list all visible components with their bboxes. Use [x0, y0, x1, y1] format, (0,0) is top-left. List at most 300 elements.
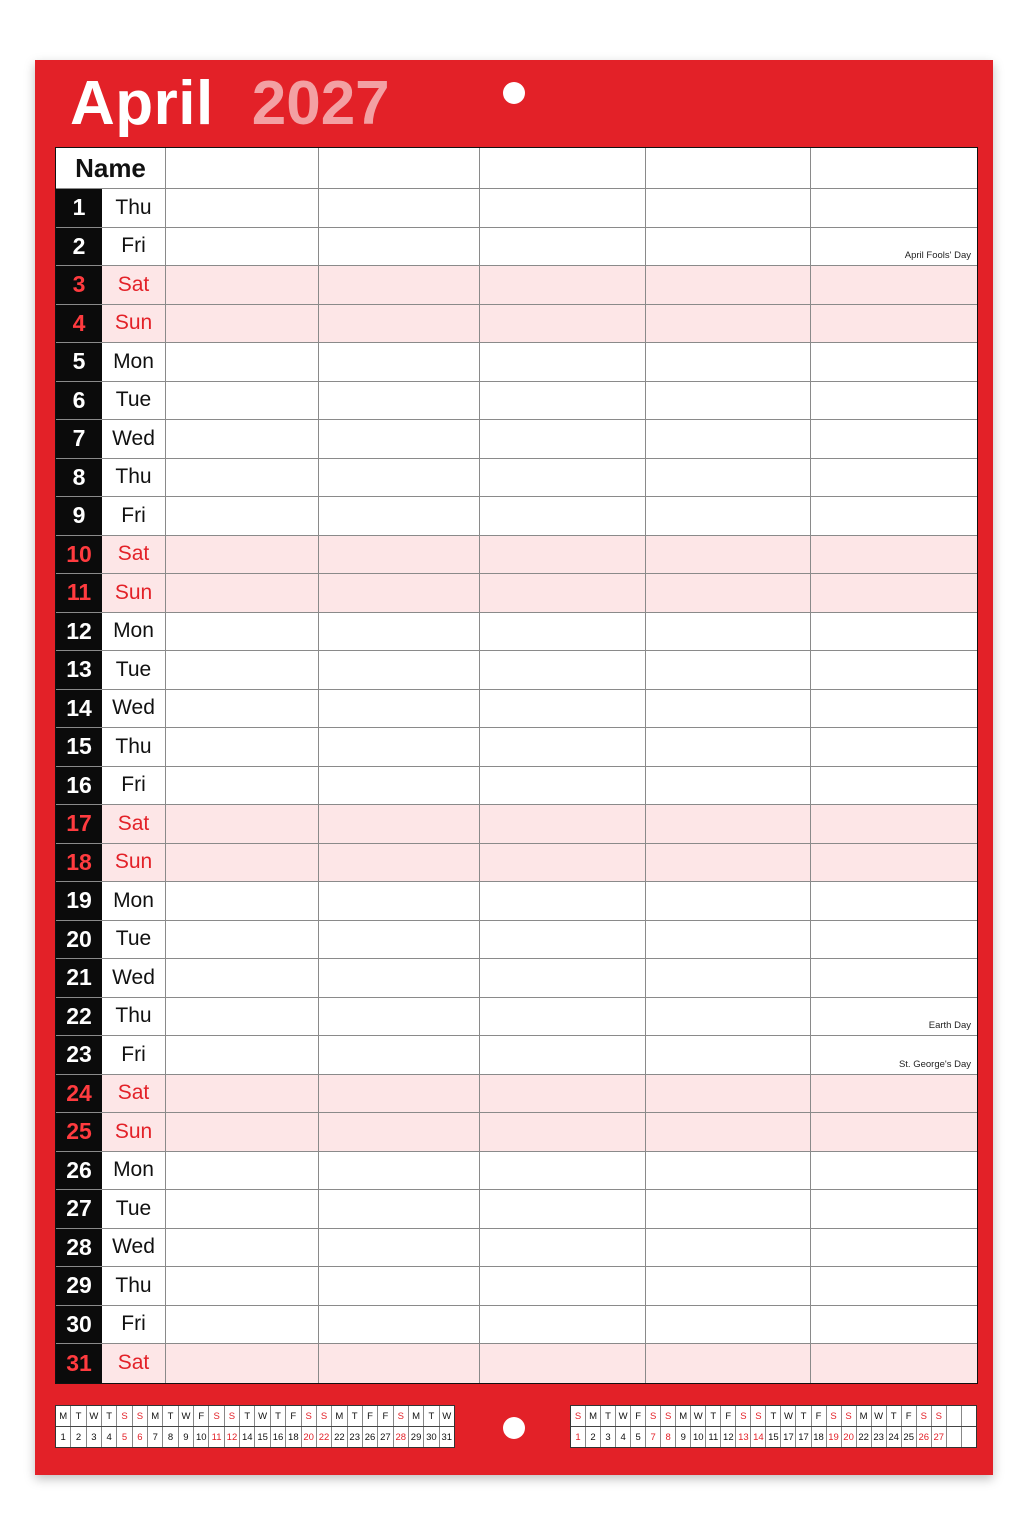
mini-date-number: 27 [932, 1427, 947, 1447]
entry-cell[interactable] [319, 921, 480, 959]
day-of-week: Mon [102, 882, 166, 920]
day-of-week: Sun [102, 305, 166, 343]
mini-weekday-letter: M [857, 1406, 872, 1426]
mini-date-number: 5 [631, 1427, 646, 1447]
entry-cell[interactable] [319, 1306, 480, 1344]
entry-cell[interactable] [319, 613, 480, 651]
entry-cell[interactable] [480, 728, 646, 766]
mini-weekday-letter: W [616, 1406, 631, 1426]
day-number: 17 [56, 805, 102, 843]
entry-cell[interactable] [319, 882, 480, 920]
day-of-week: Sat [102, 1075, 166, 1113]
entry-cell[interactable] [646, 844, 811, 882]
mini-weekday-letter: T [71, 1406, 86, 1426]
entry-cell[interactable] [646, 382, 811, 420]
holiday-note: St. George's Day [898, 1058, 971, 1070]
entry-cell[interactable] [646, 882, 811, 920]
entry-cell[interactable] [646, 690, 811, 728]
entry-cell[interactable] [319, 1267, 480, 1305]
day-row [56, 1190, 977, 1229]
entry-cell[interactable] [480, 1152, 646, 1190]
mini-weekday-letter: M [676, 1406, 691, 1426]
entry-cell[interactable] [811, 1190, 977, 1228]
entry-cell[interactable] [646, 1190, 811, 1228]
entry-cell[interactable] [319, 305, 480, 343]
mini-weekday-letter: S [827, 1406, 842, 1426]
entry-cell[interactable] [319, 1152, 480, 1190]
entry-cell[interactable] [811, 805, 977, 843]
day-of-week: Wed [102, 1229, 166, 1267]
mini-date-number: 10 [691, 1427, 706, 1447]
entry-cell[interactable] [480, 690, 646, 728]
day-of-week: Sat [102, 805, 166, 843]
day-number: 20 [56, 921, 102, 959]
entry-cell[interactable] [166, 1344, 319, 1383]
day-number: 29 [56, 1267, 102, 1305]
mini-date-number: 17 [781, 1427, 796, 1447]
entry-cell[interactable] [646, 228, 811, 266]
entry-cell[interactable] [319, 420, 480, 458]
mini-weekday-letter: S [317, 1406, 332, 1426]
mini-date-number: 9 [676, 1427, 691, 1447]
entry-cell[interactable] [319, 497, 480, 535]
entry-cell[interactable] [646, 1267, 811, 1305]
entry-cell[interactable] [166, 767, 319, 805]
mini-date-number: 22 [317, 1427, 332, 1447]
day-of-week: Tue [102, 651, 166, 689]
mini-date-number: 14 [240, 1427, 255, 1447]
entry-cell[interactable] [166, 805, 319, 843]
entry-cell[interactable] [646, 189, 811, 227]
day-of-week: Thu [102, 728, 166, 766]
entry-cell[interactable] [166, 1190, 319, 1228]
entry-cell[interactable] [646, 767, 811, 805]
day-row [56, 613, 977, 652]
day-row [56, 882, 977, 921]
entry-cell[interactable] [811, 382, 977, 420]
day-number: 24 [56, 1075, 102, 1113]
entry-cell[interactable] [646, 1075, 811, 1113]
mini-weekday-letter: M [409, 1406, 424, 1426]
entry-cell[interactable] [319, 574, 480, 612]
day-row [56, 1152, 977, 1191]
mini-weekday-letter: T [240, 1406, 255, 1426]
entry-cell[interactable] [646, 613, 811, 651]
mini-weekday-letter: T [766, 1406, 781, 1426]
mini-date-number: 6 [133, 1427, 148, 1447]
day-of-week: Mon [102, 343, 166, 381]
entry-cell[interactable] [811, 266, 977, 304]
entry-cell[interactable] [166, 998, 319, 1036]
entry-cell[interactable] [811, 574, 977, 612]
entry-cell[interactable] [646, 1152, 811, 1190]
entry-cell[interactable] [480, 1075, 646, 1113]
entry-cell[interactable] [319, 536, 480, 574]
day-row [56, 266, 977, 305]
entry-cell[interactable] [166, 1152, 319, 1190]
entry-cell[interactable] [811, 305, 977, 343]
entry-cell[interactable] [480, 921, 646, 959]
entry-cell[interactable] [166, 651, 319, 689]
entry-cell[interactable] [646, 459, 811, 497]
mini-weekday-letter: M [56, 1406, 71, 1426]
entry-cell[interactable] [480, 574, 646, 612]
name-cell[interactable] [811, 148, 977, 188]
entry-cell[interactable] [811, 728, 977, 766]
entry-cell[interactable] [646, 921, 811, 959]
entry-cell[interactable] [166, 420, 319, 458]
mini-weekday-letter: T [163, 1406, 178, 1426]
mini-weekday-letter: W [691, 1406, 706, 1426]
entry-cell[interactable] [319, 1190, 480, 1228]
entry-cell[interactable] [319, 189, 480, 227]
mini-date-number: 10 [194, 1427, 209, 1447]
entry-cell[interactable] [319, 690, 480, 728]
entry-cell[interactable] [811, 1267, 977, 1305]
mini-date-number: 15 [255, 1427, 270, 1447]
name-cell[interactable] [480, 148, 646, 188]
entry-cell[interactable] [319, 382, 480, 420]
day-row [56, 1306, 977, 1345]
day-row [56, 690, 977, 729]
entry-cell[interactable] [811, 1036, 977, 1074]
entry-cell[interactable] [480, 382, 646, 420]
entry-cell[interactable] [811, 959, 977, 997]
day-number: 27 [56, 1190, 102, 1228]
mini-date-number: 5 [117, 1427, 132, 1447]
day-number: 30 [56, 1306, 102, 1344]
entry-cell[interactable] [646, 1344, 811, 1383]
entry-cell[interactable] [166, 690, 319, 728]
entry-cell[interactable] [480, 459, 646, 497]
calendar-title [70, 68, 390, 140]
entry-cell[interactable] [319, 228, 480, 266]
mini-date-number [962, 1427, 976, 1447]
entry-cell[interactable] [166, 536, 319, 574]
day-of-week: Thu [102, 189, 166, 227]
entry-cell[interactable] [480, 1306, 646, 1344]
day-number: 14 [56, 690, 102, 728]
mini-weekday-letter: M [332, 1406, 347, 1426]
day-number: 25 [56, 1113, 102, 1151]
day-of-week: Tue [102, 1190, 166, 1228]
entry-cell[interactable] [166, 1306, 319, 1344]
day-row [56, 1075, 977, 1114]
mini-weekday-letter: W [179, 1406, 194, 1426]
entry-cell[interactable] [319, 728, 480, 766]
entry-cell[interactable] [646, 805, 811, 843]
entry-cell[interactable] [480, 767, 646, 805]
entry-cell[interactable] [166, 1113, 319, 1151]
entry-cell[interactable] [811, 536, 977, 574]
day-number: 5 [56, 343, 102, 381]
entry-cell[interactable] [480, 1229, 646, 1267]
day-row [56, 959, 977, 998]
mini-weekday-letter: S [225, 1406, 240, 1426]
entry-cell[interactable] [166, 266, 319, 304]
day-number: 8 [56, 459, 102, 497]
mini-weekday-letter: S [133, 1406, 148, 1426]
entry-cell[interactable] [166, 343, 319, 381]
mini-weekday-letter: W [442, 1410, 452, 1422]
mini-weekday-letter: S [394, 1406, 409, 1426]
entry-cell[interactable] [166, 921, 319, 959]
day-row [56, 1036, 977, 1075]
entry-cell[interactable] [319, 459, 480, 497]
entry-cell[interactable] [319, 1344, 480, 1383]
day-number: 15 [56, 728, 102, 766]
mini-weekday-letter: S [646, 1406, 661, 1426]
entry-cell[interactable] [166, 189, 319, 227]
entry-cell[interactable] [480, 651, 646, 689]
day-of-week: Fri [102, 497, 166, 535]
entry-cell[interactable] [480, 343, 646, 381]
mini-weekday-letter: T [271, 1406, 286, 1426]
entry-cell[interactable] [319, 651, 480, 689]
day-row [56, 228, 977, 267]
mini-date-number: 1 [571, 1427, 586, 1447]
entry-cell[interactable] [319, 266, 480, 304]
entry-cell[interactable] [319, 1036, 480, 1074]
mini-weekday-letter: T [102, 1406, 117, 1426]
entry-cell[interactable] [166, 882, 319, 920]
mini-date-number: 7 [148, 1427, 163, 1447]
entry-cell[interactable] [319, 1229, 480, 1267]
entry-cell[interactable] [811, 1075, 977, 1113]
entry-cell[interactable] [480, 1267, 646, 1305]
mini-date-number: 11 [706, 1427, 721, 1447]
entry-cell[interactable] [480, 998, 646, 1036]
mini-date-number: 27 [378, 1427, 393, 1447]
mini-weekday-letter: S [842, 1406, 857, 1426]
entry-cell[interactable] [811, 651, 977, 689]
entry-cell[interactable] [319, 998, 480, 1036]
mini-weekday-letter: W [255, 1406, 270, 1426]
day-row [56, 536, 977, 575]
mini-date-number: 9 [179, 1427, 194, 1447]
entry-cell[interactable] [166, 1036, 319, 1074]
entry-cell[interactable] [811, 1344, 977, 1383]
entry-cell[interactable] [646, 1036, 811, 1074]
mini-weekday-letter: T [601, 1406, 616, 1426]
day-of-week: Thu [102, 1267, 166, 1305]
day-row [56, 844, 977, 883]
mini-weekday-letter: F [902, 1406, 917, 1426]
mini-weekday-letter: S [571, 1406, 586, 1426]
entry-cell[interactable] [811, 921, 977, 959]
mini-weekday-letter: F [194, 1406, 209, 1426]
entry-cell[interactable] [166, 959, 319, 997]
mini-date-number [947, 1427, 962, 1447]
day-row [56, 651, 977, 690]
entry-cell[interactable] [480, 959, 646, 997]
mini-date-number: 22 [332, 1427, 347, 1447]
entry-cell[interactable] [319, 1113, 480, 1151]
entry-cell[interactable] [480, 1113, 646, 1151]
entry-cell[interactable] [646, 536, 811, 574]
day-of-week: Sat [102, 266, 166, 304]
mini-date-number: 19 [827, 1427, 842, 1447]
day-number: 3 [56, 266, 102, 304]
day-row [56, 382, 977, 421]
entry-cell[interactable] [166, 728, 319, 766]
entry-cell[interactable] [646, 1113, 811, 1151]
mini-weekday-letter: F [812, 1406, 827, 1426]
entry-cell[interactable] [811, 497, 977, 535]
mini-date-number: 18 [812, 1427, 827, 1447]
entry-cell[interactable] [319, 959, 480, 997]
entry-cell[interactable] [811, 1306, 977, 1344]
day-row [56, 1113, 977, 1152]
mini-weekday-letter: W [87, 1406, 102, 1426]
entry-cell[interactable] [646, 305, 811, 343]
name-cell[interactable] [166, 148, 319, 188]
entry-cell[interactable] [811, 189, 977, 227]
entry-cell[interactable] [166, 1229, 319, 1267]
day-number: 6 [56, 382, 102, 420]
entry-cell[interactable] [166, 305, 319, 343]
entry-cell[interactable] [646, 266, 811, 304]
entry-cell[interactable] [166, 382, 319, 420]
entry-cell[interactable] [811, 1229, 977, 1267]
entry-cell[interactable] [646, 1229, 811, 1267]
mini-date-number: 28 [394, 1427, 409, 1447]
mini-weekday-letter: S [917, 1406, 932, 1426]
entry-cell[interactable] [811, 1113, 977, 1151]
entry-cell[interactable] [166, 1267, 319, 1305]
mini-weekday-letter: T [887, 1406, 902, 1426]
entry-cell[interactable] [480, 536, 646, 574]
entry-cell[interactable] [480, 1036, 646, 1074]
day-number: 19 [56, 882, 102, 920]
header-row [56, 148, 977, 189]
entry-cell[interactable] [166, 1075, 319, 1113]
day-of-week: Fri [102, 228, 166, 266]
entry-cell[interactable] [166, 228, 319, 266]
entry-cell[interactable] [480, 844, 646, 882]
entry-cell[interactable] [319, 844, 480, 882]
entry-cell[interactable] [811, 459, 977, 497]
entry-cell[interactable] [480, 228, 646, 266]
entry-cell[interactable] [480, 189, 646, 227]
day-of-week: Mon [102, 1152, 166, 1190]
entry-cell[interactable] [166, 844, 319, 882]
entry-cell[interactable] [646, 998, 811, 1036]
mini-date-number: 15 [766, 1427, 781, 1447]
mini-weekday-letter: W [781, 1406, 796, 1426]
entry-cell[interactable] [646, 959, 811, 997]
mini-weekday-letter: S [117, 1406, 132, 1426]
mini-numbers-row [56, 1426, 454, 1447]
entry-cell[interactable] [480, 420, 646, 458]
entry-cell[interactable] [811, 228, 977, 266]
entry-cell[interactable] [646, 574, 811, 612]
day-row [56, 921, 977, 960]
entry-cell[interactable] [319, 343, 480, 381]
name-cell[interactable] [646, 148, 811, 188]
entry-cell[interactable] [811, 343, 977, 381]
day-of-week: Wed [102, 959, 166, 997]
entry-cell[interactable] [480, 1190, 646, 1228]
mini-weekday-letter: F [631, 1406, 646, 1426]
day-number: 16 [56, 767, 102, 805]
mini-date-number: 4 [616, 1427, 631, 1447]
holiday-note: Earth Day [928, 1020, 971, 1031]
entry-cell[interactable] [811, 420, 977, 458]
mini-date-number: 30 [424, 1427, 439, 1447]
entry-cell[interactable] [646, 728, 811, 766]
year-label: 2027 [251, 69, 390, 138]
entry-cell[interactable] [811, 1152, 977, 1190]
mini-date-number: 12 [225, 1427, 240, 1447]
entry-cell[interactable] [811, 767, 977, 805]
entry-cell[interactable] [166, 613, 319, 651]
day-row [56, 1344, 977, 1383]
day-number: 4 [56, 305, 102, 343]
entry-cell[interactable] [319, 767, 480, 805]
name-cell[interactable] [319, 148, 480, 188]
entry-cell[interactable] [319, 805, 480, 843]
entry-cell[interactable] [646, 1306, 811, 1344]
mini-date-number: 17 [796, 1427, 811, 1447]
mini-weekday-letter: T [348, 1406, 363, 1426]
day-of-week: Fri [102, 767, 166, 805]
day-row [56, 1229, 977, 1268]
mini-weekday-letter: T [424, 1406, 439, 1426]
mini-weekday-letter: T [796, 1406, 811, 1426]
entry-cell[interactable] [646, 420, 811, 458]
day-row [56, 189, 977, 228]
mini-date-number: 14 [751, 1427, 766, 1447]
entry-cell[interactable] [319, 1075, 480, 1113]
mini-date-number: 29 [409, 1427, 424, 1447]
entry-cell[interactable] [811, 613, 977, 651]
entry-cell[interactable] [166, 574, 319, 612]
mini-weekday-letter: F [721, 1406, 736, 1426]
mini-date-number: 1 [56, 1427, 71, 1447]
entry-cell[interactable] [811, 998, 977, 1036]
entry-cell[interactable] [480, 497, 646, 535]
day-row [56, 420, 977, 459]
day-of-week: Sat [102, 1344, 166, 1383]
entry-cell[interactable] [480, 266, 646, 304]
entry-cell[interactable] [811, 690, 977, 728]
entry-cell[interactable] [811, 844, 977, 882]
entry-cell[interactable] [166, 497, 319, 535]
entry-cell[interactable] [480, 613, 646, 651]
hanging-hole [503, 82, 525, 104]
entry-cell[interactable] [480, 805, 646, 843]
day-row [56, 767, 977, 806]
entry-cell[interactable] [480, 1344, 646, 1383]
entry-cell[interactable] [480, 882, 646, 920]
day-row [56, 1267, 977, 1306]
mini-weekday-letter: M [148, 1406, 163, 1426]
mini-weekday-letter: S [751, 1406, 766, 1426]
mini-date-number: 23 [348, 1427, 363, 1447]
entry-cell[interactable] [646, 651, 811, 689]
entry-cell[interactable] [646, 497, 811, 535]
entry-cell[interactable] [166, 459, 319, 497]
entry-cell[interactable] [480, 305, 646, 343]
mini-weekday-letter: M [586, 1406, 601, 1426]
mini-date-number: 24 [887, 1427, 902, 1447]
mini-numbers-row [571, 1426, 976, 1447]
day-row [56, 305, 977, 344]
mini-date-number: 2 [71, 1427, 86, 1447]
entry-cell[interactable] [646, 343, 811, 381]
entry-cell[interactable] [811, 882, 977, 920]
